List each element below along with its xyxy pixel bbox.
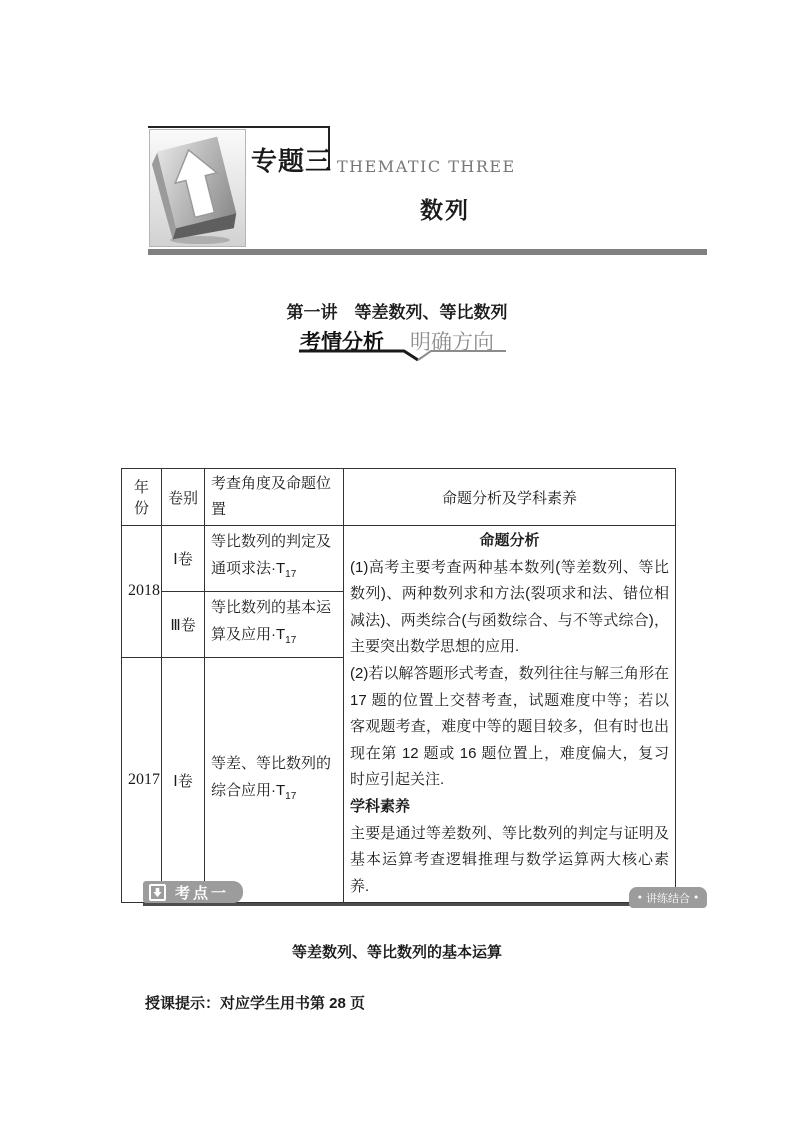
volume-cell: Ⅰ卷: [162, 526, 205, 592]
table-header-row: [122, 469, 676, 526]
kaodian-rule: [143, 903, 631, 906]
analysis-heading-2: 学科素养: [350, 797, 411, 815]
jianglian-badge: [629, 887, 707, 908]
angle-cell: [205, 657, 344, 902]
year-cell: 2018: [122, 526, 162, 658]
column-header-angle: 考查角度及命题位置: [205, 469, 344, 526]
topic-english-label: THEMATIC THREE: [337, 157, 516, 176]
notched-underline: [298, 349, 510, 363]
table-row: [122, 526, 676, 592]
down-arrow-icon: [149, 884, 166, 901]
dot-icon: ●: [637, 894, 642, 901]
column-header-analysis: 命题分析及学科素养: [344, 469, 676, 526]
direction-label: 明确方向: [410, 331, 494, 354]
angle-cell: [205, 591, 344, 657]
jianglian-label: 讲练结合: [646, 892, 690, 905]
kaodian-label: 考点一: [175, 884, 230, 902]
column-header-volume: 卷别: [162, 469, 205, 526]
angle-subscript: 17: [285, 635, 297, 647]
kaodian-badge: [143, 881, 243, 903]
page-title: 数列: [420, 197, 470, 223]
header-divider-bar: [148, 249, 707, 255]
analysis-heading-1: 命题分析: [479, 532, 540, 549]
exam-analysis-label: 考情分析: [300, 331, 384, 354]
volume-cell: Ⅲ卷: [162, 591, 205, 657]
angle-text: 等比数列的基本运算及应用·T: [211, 599, 332, 644]
analysis-paragraph-3: 主要是通过等差数列、等比数列的判定与证明及基本运算考查逻辑推理与数学运算两大核心素养.: [350, 824, 669, 895]
section-subtitle: 等差数列、等比数列的基本运算: [291, 944, 502, 961]
angle-cell: [205, 526, 344, 592]
year-cell: 2017: [122, 657, 162, 902]
lecture-title: 第一讲 等差数列、等比数列: [286, 303, 508, 322]
angle-text: 等差、等比数列的综合应用·T: [211, 755, 332, 800]
teaching-footnote: 授课提示：对应学生用书第 28 页: [145, 995, 366, 1012]
topic-label: 专题三: [251, 146, 333, 176]
chapter-logo: [149, 129, 246, 247]
angle-text: 等比数列的判定及通项求法·T: [211, 533, 332, 578]
analysis-paragraph-1: (1)高考主要考查两种基本数列(等差数列、等比数列)、两种数列求和方法(裂项求和法、错位相减法)、两类综合(与函数综合、与不等式综合)，主要突出数学思想的应用.: [350, 558, 669, 656]
angle-subscript: 17: [285, 791, 297, 803]
column-header-year: 年份: [122, 469, 162, 526]
header-top-rule: [148, 126, 330, 128]
dot-icon: ●: [694, 894, 699, 901]
arrow-up-3d-icon: [150, 130, 245, 246]
analysis-paragraph-2: (2)若以解答题形式考查，数列往往与解三角形在 17 题的位置上交替考查，试题难度中等；若以客观题考查，难度中等的题目较多，但有时也出现在第 12 题或 16 题位置上，难度偏大，复习时应引起关注.: [350, 664, 669, 789]
angle-subscript: 17: [285, 569, 297, 581]
exam-overview-table: [121, 468, 676, 903]
volume-cell: Ⅰ卷: [162, 657, 205, 902]
analysis-cell: [344, 526, 676, 903]
